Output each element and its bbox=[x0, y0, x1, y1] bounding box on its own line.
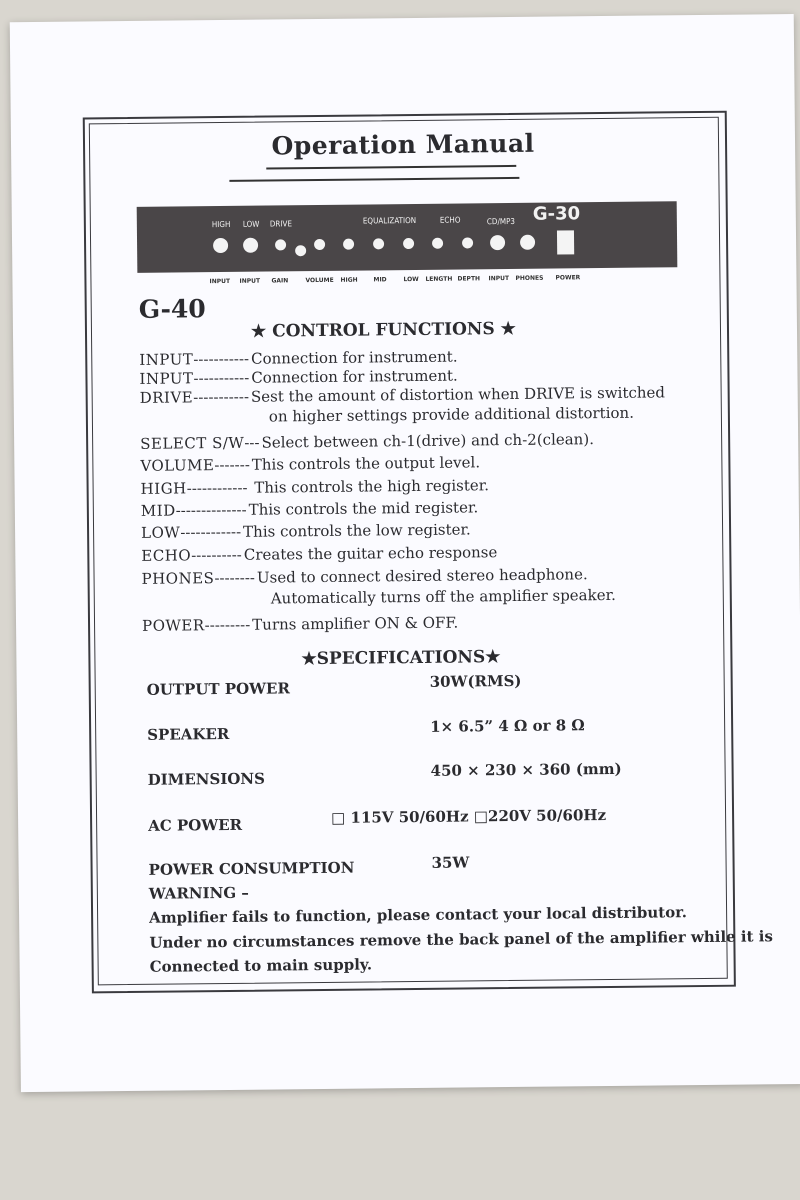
panel-bottom-label: GAIN bbox=[271, 277, 289, 285]
control-key: INPUT bbox=[139, 369, 194, 388]
control-desc: This controls the output level. bbox=[251, 453, 481, 474]
panel-bottom-label: PHONES bbox=[515, 274, 544, 282]
control-key: MID bbox=[140, 501, 176, 520]
panel-bottom-label: HIGH bbox=[340, 276, 358, 284]
control-desc: This controls the mid register. bbox=[248, 498, 479, 519]
control-key: SELECT S/W bbox=[140, 433, 245, 453]
control-desc: Connection for instrument. bbox=[250, 347, 458, 368]
length-knob bbox=[432, 238, 443, 249]
control-key: POWER bbox=[141, 616, 205, 635]
control-desc: This controls the high register. bbox=[249, 476, 490, 497]
control-desc-continued: on higher settings provide additional distortion. bbox=[268, 403, 635, 426]
panel-label-low: LOW bbox=[242, 219, 260, 229]
control-row bbox=[141, 543, 497, 565]
spec-key: POWER CONSUMPTION bbox=[148, 858, 355, 879]
spec-value: 30W(RMS) bbox=[429, 671, 522, 691]
cd-input-jack bbox=[490, 235, 505, 250]
page-title: Operation Manual bbox=[271, 128, 535, 161]
amp-control-panel bbox=[137, 201, 678, 273]
dash-leader: ------- bbox=[214, 455, 250, 475]
control-desc: Used to connect desired stereo headphone. bbox=[256, 565, 588, 587]
spec-key: OUTPUT POWER bbox=[146, 679, 290, 699]
dash-leader: -------- bbox=[214, 568, 256, 588]
control-row bbox=[141, 476, 490, 498]
panel-label-equalization: EQUALIZATION bbox=[362, 215, 417, 226]
spec-key: AC POWER bbox=[148, 815, 243, 835]
spec-key: SPEAKER bbox=[147, 724, 230, 744]
phones-jack bbox=[520, 235, 535, 250]
spec-value: □ 115V 50/60Hz □220V 50/60Hz bbox=[330, 806, 607, 827]
control-key: VOLUME bbox=[140, 456, 215, 475]
spec-key: DIMENSIONS bbox=[147, 769, 266, 789]
control-desc: Turns amplifier ON & OFF. bbox=[252, 613, 459, 634]
control-desc: Creates the guitar echo response bbox=[243, 543, 498, 564]
input-jack-2 bbox=[243, 238, 258, 253]
dash-leader: ---------- bbox=[191, 545, 242, 565]
control-desc: Select between ch-1(drive) and ch-2(clean). bbox=[261, 430, 595, 452]
high-knob bbox=[343, 239, 354, 250]
volume-knob bbox=[314, 239, 325, 250]
panel-bottom-label: INPUT bbox=[239, 277, 261, 285]
control-desc: Connection for instrument. bbox=[251, 366, 458, 387]
control-desc: Sest the amount of distortion when DRIVE is switched bbox=[250, 383, 666, 406]
control-row bbox=[142, 614, 458, 635]
panel-label-high: HIGH bbox=[211, 219, 231, 230]
control-key: HIGH bbox=[140, 479, 187, 498]
panel-bottom-label: INPUT bbox=[488, 275, 510, 283]
control-row bbox=[140, 453, 480, 475]
control-desc: This controls the low register. bbox=[243, 520, 471, 541]
panel-bottom-label: POWER bbox=[555, 274, 581, 282]
input-jack-1 bbox=[213, 238, 228, 253]
control-desc-continued: Automatically turns off the amplifier speaker. bbox=[270, 585, 616, 608]
panel-bottom-label: MID bbox=[373, 276, 387, 284]
control-row bbox=[139, 367, 457, 388]
panel-model: G-30 bbox=[532, 203, 581, 225]
depth-knob bbox=[462, 237, 473, 248]
dash-leader: -------------- bbox=[175, 500, 247, 520]
panel-bottom-label: LENGTH bbox=[425, 275, 453, 283]
warning-line: Under no circumstances remove the back panel of the amplifier while it is bbox=[149, 927, 773, 952]
dash-leader: --------- bbox=[204, 615, 251, 635]
low-knob bbox=[403, 238, 414, 249]
dash-leader: ------------ bbox=[186, 478, 248, 498]
warning-title: WARNING – bbox=[148, 883, 249, 903]
drive-switch bbox=[295, 245, 306, 256]
power-switch bbox=[557, 230, 574, 254]
warning-line: Amplifier fails to function, please contact your local distributor. bbox=[149, 903, 688, 927]
panel-bottom-label: VOLUME bbox=[305, 276, 334, 285]
warning-line: Connected to main supply. bbox=[149, 955, 373, 976]
control-key: ECHO bbox=[141, 546, 192, 565]
dash-leader: --- bbox=[244, 433, 260, 452]
manual-page bbox=[10, 14, 800, 1092]
spec-value: 450 × 230 × 360 (mm) bbox=[430, 759, 622, 780]
dash-leader: ----------- bbox=[193, 368, 250, 388]
control-row bbox=[141, 498, 479, 520]
control-functions-heading: ★ CONTROL FUNCTIONS ★ bbox=[250, 318, 516, 342]
panel-label-drive: DRIVE bbox=[269, 219, 293, 229]
control-row bbox=[139, 348, 457, 369]
panel-bottom-label: DEPTH bbox=[457, 275, 481, 283]
specifications-heading: ★SPECIFICATIONS★ bbox=[301, 647, 501, 670]
control-key: DRIVE bbox=[139, 388, 194, 407]
control-key: INPUT bbox=[139, 350, 194, 369]
dash-leader: ----------- bbox=[193, 387, 250, 407]
panel-bottom-label: INPUT bbox=[209, 277, 231, 286]
control-row bbox=[141, 520, 471, 541]
panel-label-echo: ECHO bbox=[439, 215, 461, 225]
panel-bottom-label: LOW bbox=[403, 275, 419, 284]
model-number: G-40 bbox=[138, 294, 206, 324]
mid-knob bbox=[373, 238, 384, 249]
control-key: LOW bbox=[140, 523, 181, 542]
spec-value: 35W bbox=[431, 853, 470, 872]
panel-label-cdmp3: CD/MP3 bbox=[486, 216, 516, 227]
dash-leader: ----------- bbox=[193, 349, 250, 369]
spec-value: 1× 6.5” 4 Ω or 8 Ω bbox=[430, 716, 585, 736]
control-key: PHONES bbox=[141, 569, 215, 588]
gain-knob bbox=[275, 239, 286, 250]
dash-leader: ------------ bbox=[180, 522, 242, 542]
